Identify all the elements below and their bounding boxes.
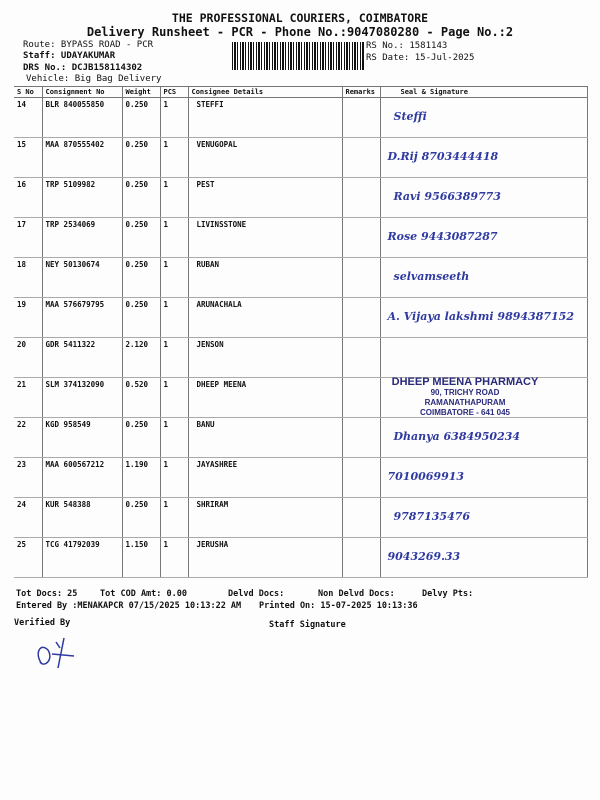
cell-cn: SLM 374132090 (42, 378, 122, 418)
stamp-line: COIMBATORE - 641 045 (420, 408, 510, 417)
cell-wt: 0.250 (122, 258, 160, 298)
cell-pcs: 1 (160, 458, 188, 498)
table-row (14, 498, 588, 538)
cell-cn: TRP 2534069 (42, 218, 122, 258)
cell-remarks (342, 498, 380, 538)
handwritten-signature: D.Rij 8703444418 (387, 150, 499, 163)
handwritten-signature: A. Vijaya lakshmi 9894387152 (387, 310, 574, 323)
table-row (14, 298, 588, 338)
table-row (14, 98, 588, 138)
cell-cn: KUR 548388 (42, 498, 122, 538)
delivery-points: Delvy Pts: (422, 589, 474, 599)
cell-remarks (342, 138, 380, 178)
cell-signature (380, 498, 588, 538)
delivered-docs: Delvd Docs: (228, 589, 285, 599)
cell-wt: 2.120 (122, 338, 160, 378)
cell-sno: 22 (14, 418, 42, 458)
cell-wt: 0.250 (122, 138, 160, 178)
table-row (14, 338, 588, 378)
stamp-line: DHEEP MEENA PHARMACY (391, 376, 539, 388)
cell-pcs: 1 (160, 178, 188, 218)
non-delivered-docs: Non Delvd Docs: (318, 589, 395, 599)
cell-wt: 0.250 (122, 498, 160, 538)
runsheet-table (14, 86, 588, 578)
cell-name: JAYASHREE (188, 458, 342, 498)
cell-sno: 17 (14, 218, 42, 258)
company-title: THE PROFESSIONAL COURIERS, COIMBATORE (171, 11, 429, 25)
table-row (14, 218, 588, 258)
cell-name: JENSON (188, 338, 342, 378)
cell-sno: 21 (14, 378, 42, 418)
total-docs: Tot Docs: 25 (16, 589, 78, 599)
cell-signature (380, 418, 588, 458)
cell-remarks (342, 218, 380, 258)
cell-name: SHRIRAM (188, 498, 342, 538)
printed-on: Printed On: 15-07-2025 10:13:36 (259, 601, 418, 611)
cell-cn: GDR 5411322 (42, 338, 122, 378)
cell-cn: MAA 576679795 (42, 298, 122, 338)
staff: Staff: UDAYAKUMAR (23, 51, 116, 61)
column-header: PCS (160, 87, 188, 98)
cell-remarks (342, 538, 380, 578)
cell-signature (380, 98, 588, 138)
cell-wt: 0.250 (122, 298, 160, 338)
vehicle: Vehicle: Big Bag Delivery (26, 74, 162, 84)
barcode (232, 42, 364, 70)
cell-sno: 15 (14, 138, 42, 178)
cell-pcs: 1 (160, 298, 188, 338)
column-header: Consignment No (42, 87, 122, 98)
column-header: Seal & Signature (380, 87, 588, 98)
cell-signature (380, 338, 588, 378)
cell-remarks (342, 338, 380, 378)
table-row (14, 458, 588, 498)
handwritten-signature: selvamseeth (393, 270, 470, 283)
cell-cn: MAA 600567212 (42, 458, 122, 498)
cell-wt: 0.250 (122, 178, 160, 218)
table-row (14, 178, 588, 218)
table-row (14, 258, 588, 298)
cell-name: JERUSHA (188, 538, 342, 578)
column-header: S No (14, 87, 42, 98)
cell-name: VENUGOPAL (188, 138, 342, 178)
cell-pcs: 1 (160, 218, 188, 258)
total-cod: Tot COD Amt: 0.00 (100, 589, 187, 599)
handwritten-signature: Dhanya 6384950234 (393, 430, 521, 443)
cell-pcs: 1 (160, 418, 188, 458)
handwritten-signature: Rose 9443087287 (387, 230, 498, 243)
cell-name: ARUNACHALA (188, 298, 342, 338)
cell-remarks (342, 98, 380, 138)
cell-name: LIVINSSTONE (188, 218, 342, 258)
table-row (14, 138, 588, 178)
staff-signature-label: Staff Signature (269, 620, 346, 630)
handwritten-signature: 7010069913 (387, 470, 465, 483)
cell-signature (380, 178, 588, 218)
entered-by: Entered By :MENAKAPCR 07/15/2025 10:13:22 AM (16, 601, 242, 611)
cell-signature (380, 538, 588, 578)
cell-cn: MAA 870555402 (42, 138, 122, 178)
column-header: Consignee Details (188, 87, 342, 98)
runsheet-subtitle: Delivery Runsheet - PCR - Phone No.:9047080280 - Page No.:2 (86, 25, 514, 39)
cell-cn: TRP 5109982 (42, 178, 122, 218)
table-row (14, 418, 588, 458)
handwritten-signature: Steffi (393, 110, 427, 123)
cell-name: PEST (188, 178, 342, 218)
cell-signature (380, 258, 588, 298)
cell-remarks (342, 258, 380, 298)
cell-remarks (342, 298, 380, 338)
cell-signature (380, 138, 588, 178)
handwritten-signature: 9787135476 (393, 510, 471, 523)
cell-sno: 16 (14, 178, 42, 218)
cell-sno: 20 (14, 338, 42, 378)
handwritten-signature: 9043269.33 (387, 550, 461, 563)
cell-pcs: 1 (160, 338, 188, 378)
cell-sno: 18 (14, 258, 42, 298)
cell-pcs: 1 (160, 538, 188, 578)
drs-number: DRS No.: DCJB158114302 (23, 63, 143, 73)
cell-sno: 14 (14, 98, 42, 138)
cell-cn: TCG 41792039 (42, 538, 122, 578)
route: Route: BYPASS ROAD - PCR (23, 40, 154, 50)
cell-signature (380, 298, 588, 338)
cell-sno: 25 (14, 538, 42, 578)
cell-wt: 1.150 (122, 538, 160, 578)
pharmacy-stamp (370, 376, 560, 418)
table-row (14, 538, 588, 578)
cell-name: STEFFI (188, 98, 342, 138)
cell-sno: 19 (14, 298, 42, 338)
stamp-line: RAMANATHAPURAM (424, 398, 506, 407)
cell-wt: 0.250 (122, 218, 160, 258)
column-header: Remarks (342, 87, 380, 98)
cell-cn: NEY 50130674 (42, 258, 122, 298)
cell-wt: 1.190 (122, 458, 160, 498)
cell-cn: KGD 958549 (42, 418, 122, 458)
cell-pcs: 1 (160, 378, 188, 418)
cell-pcs: 1 (160, 138, 188, 178)
cell-pcs: 1 (160, 498, 188, 538)
rs-date: RS Date: 15-Jul-2025 (366, 53, 475, 63)
cell-remarks (342, 178, 380, 218)
cell-pcs: 1 (160, 258, 188, 298)
cell-signature (380, 458, 588, 498)
cell-sno: 24 (14, 498, 42, 538)
cell-remarks (342, 418, 380, 458)
cell-name: RUBAN (188, 258, 342, 298)
cell-sno: 23 (14, 458, 42, 498)
cell-signature (380, 218, 588, 258)
cell-name: DHEEP MEENA (188, 378, 342, 418)
cell-pcs: 1 (160, 98, 188, 138)
cell-cn: BLR 840055850 (42, 98, 122, 138)
cell-wt: 0.520 (122, 378, 160, 418)
verified-by-label: Verified By (14, 618, 71, 628)
rs-number: RS No.: 1581143 (366, 41, 448, 51)
stamp-line: 90, TRICHY ROAD (430, 388, 500, 397)
cell-wt: 0.250 (122, 418, 160, 458)
column-header: Weight (122, 87, 160, 98)
cell-wt: 0.250 (122, 98, 160, 138)
verifier-signature (30, 634, 90, 674)
cell-name: BANU (188, 418, 342, 458)
handwritten-signature: Ravi 9566389773 (393, 190, 501, 203)
cell-remarks (342, 458, 380, 498)
